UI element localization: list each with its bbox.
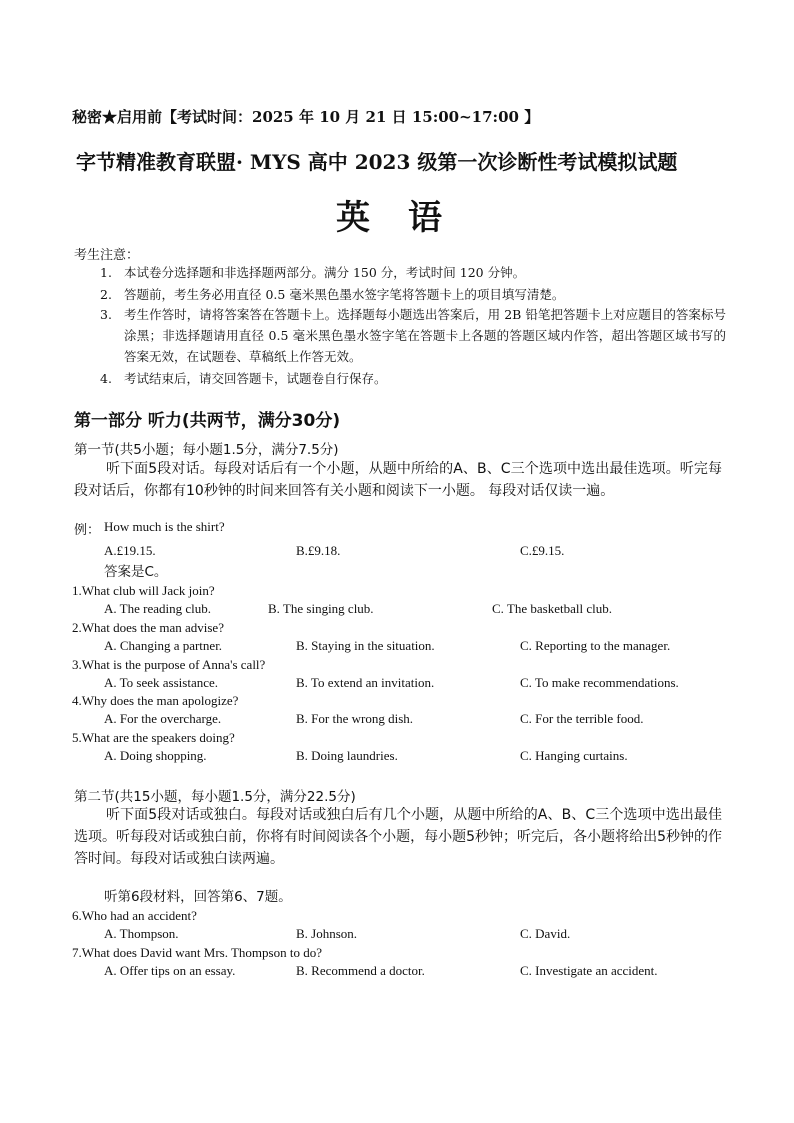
q6-option-a: A. Thompson. xyxy=(104,926,179,941)
notice-item xyxy=(96,304,726,367)
notice-text: 考试结束后，请交回答题卡，试题卷自行保存。 xyxy=(124,371,387,386)
section-one-instructions: 听下面5段对话。每段对话后有一个小题，从题中所给的A、B、C三个选项中选出最佳选项。听完每段对话后，你都有10秒钟的时间来回答有关小题和阅读下一小题。 每段对话仅读一遍。 xyxy=(74,461,722,499)
section-two-instructions: 听下面5段对话或独白。每段对话或独白后有几个小题，从题中所给的A、B、C三个选项中选出最佳选项。听每段对话或独白前，你将有时间阅读各个小题，每小题5秒钟；听完后，各小题将给出5秒钟的作答时间。每段对话或独白读两遍。 xyxy=(74,807,722,867)
q1-option-c: C. The basketball club. xyxy=(492,601,612,616)
q3-option-c: C. To make recommendations. xyxy=(520,675,679,690)
question-5: 5.What are the speakers doing? xyxy=(72,730,235,745)
question-6: 6.Who had an accident? xyxy=(72,908,197,923)
question-3: 3.What is the purpose of Anna's call? xyxy=(72,657,266,672)
q6-option-b: B. Johnson. xyxy=(296,926,358,941)
q4-option-c: C. For the terrible food. xyxy=(520,711,644,726)
q5-option-b: B. Doing laundries. xyxy=(296,748,398,763)
q3-option-a: A. To seek assistance. xyxy=(104,675,219,690)
notice-text: 答题前，考生务必用直径 0.5 毫米黑色墨水签字笔将答题卡上的项目填写清楚。 xyxy=(124,287,565,302)
example-option-a: A.£19.15. xyxy=(104,543,156,558)
section-two-title: 第二节(共15小题，每小题1.5分，满分22.5分) xyxy=(74,789,356,805)
q7-option-a: A. Offer tips on an essay. xyxy=(104,963,236,978)
example-label: 例： xyxy=(74,522,101,537)
subject-title: 英语 xyxy=(336,198,480,238)
example-answer: 答案是C。 xyxy=(104,564,168,580)
q1-option-b: B. The singing club. xyxy=(268,601,374,616)
question-1: 1.What club will Jack join? xyxy=(72,583,215,598)
q2-option-c: C. Reporting to the manager. xyxy=(520,638,671,653)
notice-heading: 考生注意： xyxy=(74,248,140,263)
notice-text: 考生作答时，请将答案答在答题卡上。选择题每小题选出答案后，用 2B 铅笔把答题卡上对应题目的答案标号涂黑；非选择题请用直径 0.5 毫米黑色墨水签字笔在答题卡上各题的答题区域内作答，超出答题区域书写的答案无效，在试题卷、草稿纸上作答无效。 xyxy=(124,307,726,364)
notice-number: 3. xyxy=(100,307,112,322)
example-option-c: C.£9.15. xyxy=(520,543,565,558)
q4-option-a: A. For the overcharge. xyxy=(104,711,222,726)
notice-item xyxy=(96,262,726,283)
q2-option-a: A. Changing a partner. xyxy=(104,638,223,653)
example-question: How much is the shirt? xyxy=(104,519,225,534)
notice-number: 4. xyxy=(100,371,112,386)
question-7: 7.What does David want Mrs. Thompson to do? xyxy=(72,945,322,960)
question-2: 2.What does the man advise? xyxy=(72,620,224,635)
notice-item xyxy=(96,284,726,305)
notice-item xyxy=(96,368,726,389)
question-4: 4.Why does the man apologize? xyxy=(72,693,239,708)
q2-option-b: B. Staying in the situation. xyxy=(296,638,435,653)
example-option-b: B.£9.18. xyxy=(296,543,341,558)
q7-option-b: B. Recommend a doctor. xyxy=(296,963,425,978)
section-one-title: 第一节(共5小题；每小题1.5分，满分7.5分) xyxy=(74,442,339,458)
q1-option-a: A. The reading club. xyxy=(104,601,211,616)
notice-number: 2. xyxy=(100,287,112,302)
q5-option-c: C. Hanging curtains. xyxy=(520,748,628,763)
q4-option-b: B. For the wrong dish. xyxy=(296,711,413,726)
notice-number: 1. xyxy=(100,265,112,280)
material-instruction: 听第6段材料，回答第6、7题。 xyxy=(104,889,292,905)
notice-text: 本试卷分选择题和非选择题两部分。满分 150 分，考试时间 120 分钟。 xyxy=(124,265,526,280)
q6-option-c: C. David. xyxy=(520,926,571,941)
exam-title: 字节精准教育联盟· MYS 高中 2023 级第一次诊断性考试模拟试题 xyxy=(76,150,678,174)
part-one-title: 第一部分 听力(共两节，满分30分) xyxy=(74,411,341,431)
q5-option-a: A. Doing shopping. xyxy=(104,748,207,763)
q7-option-c: C. Investigate an accident. xyxy=(520,963,658,978)
q3-option-b: B. To extend an invitation. xyxy=(296,675,435,690)
confidential-header: 秘密★启用前【考试时间：2025 年 10 月 21 日 15:00~17:00 】 xyxy=(72,108,540,126)
